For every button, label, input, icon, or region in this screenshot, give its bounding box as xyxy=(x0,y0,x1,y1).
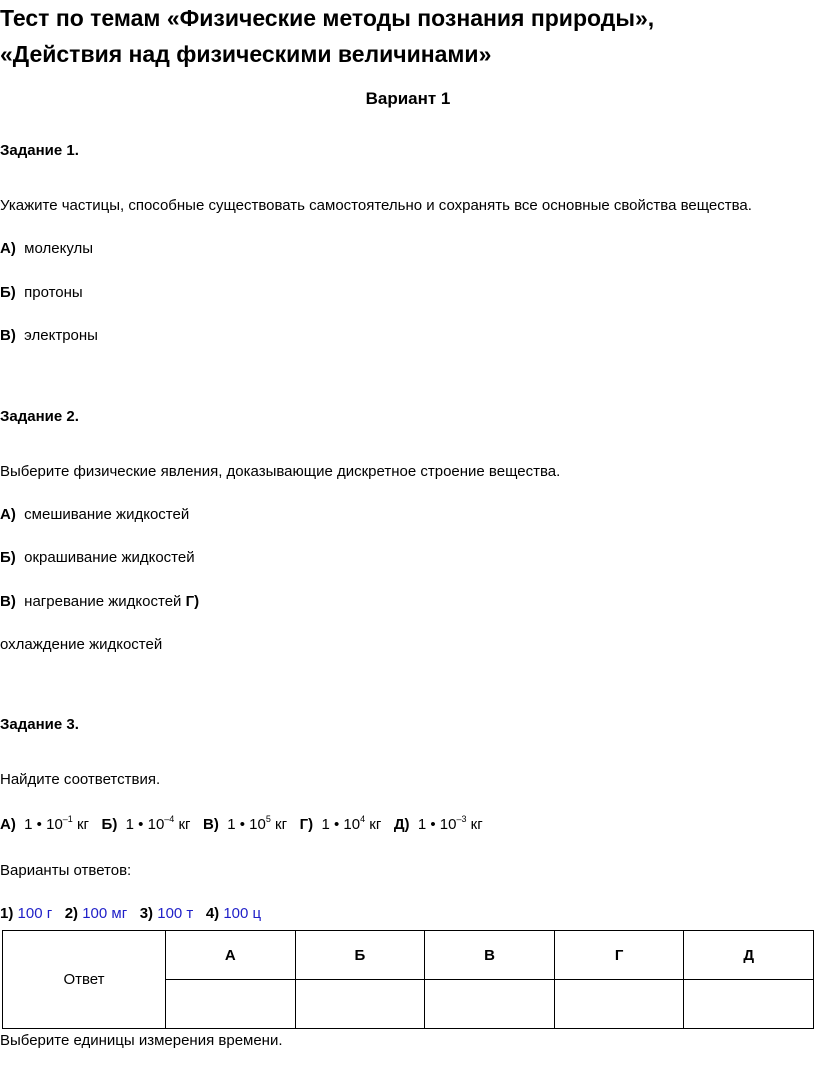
answer-header-e: Д xyxy=(684,931,814,980)
task-3-question: Найдите соответствия. xyxy=(0,771,161,788)
task-3-item-d: Г) 1 • $10^4$ кг xyxy=(299,814,382,833)
answer-header-c: В xyxy=(425,931,555,980)
title-line-2: «Действия над физическими величинами» xyxy=(0,41,492,67)
answer-row-label: Ответ xyxy=(3,931,166,1029)
task-1-label: Задание 1. xyxy=(0,142,79,159)
answer-header-b: Б xyxy=(295,931,425,980)
task-3-answer-1: 1) 100 г xyxy=(0,905,53,922)
task-2-option-a: А) смешивание жидкостей xyxy=(0,506,190,523)
variant-heading: Вариант 1 xyxy=(365,89,451,108)
task-2-option-d-text: охлаждение жидкостей xyxy=(0,636,163,653)
task-2-option-c: В) нагревание жидкостей Г) xyxy=(0,593,200,610)
task-3-items xyxy=(0,816,483,833)
task-3-answers-label: Варианты ответов: xyxy=(0,862,132,879)
task-2-question: Выберите физические явления, доказывающие дискретное строение вещества. xyxy=(0,463,561,480)
task-1-option-b: Б) протоны xyxy=(0,284,83,301)
answer-cell-a[interactable] xyxy=(166,980,296,1029)
task-3-answer-4: 4) 100 ц xyxy=(205,905,262,922)
task-3-item-b: Б) 1 • $10^{-4}$ кг xyxy=(101,814,191,833)
title-line-1: Тест по темам «Физические методы познания природы», xyxy=(0,5,655,31)
answer-cell-b[interactable] xyxy=(295,980,425,1029)
answer-cell-e[interactable] xyxy=(684,980,814,1029)
task-3-answers xyxy=(0,905,261,922)
task-3-label: Задание 3. xyxy=(0,716,79,733)
task-3-answer-2: 2) 100 мг xyxy=(64,905,128,922)
answer-cell-c[interactable] xyxy=(425,980,555,1029)
task-1-option-a: А) молекулы xyxy=(0,240,94,257)
task-3-item-e: Д) 1 • $10^{-3}$ кг xyxy=(393,814,483,833)
answer-header-d: Г xyxy=(554,931,684,980)
task-3-item-c: В) 1 • $10^5$ кг xyxy=(203,814,288,833)
task-3-item-a: А) 1 • $10^{-1}$ кг xyxy=(0,814,90,833)
next-question: Выберите единицы измерения времени. xyxy=(0,1032,283,1049)
task-1-question: Укажите частицы, способные существовать самостоятельно и сохранять все основные свойства вещества. xyxy=(0,197,752,214)
answer-header-a: А xyxy=(166,931,296,980)
task-1-option-c: В) электроны xyxy=(0,327,98,344)
task-2-label: Задание 2. xyxy=(0,408,79,425)
answer-cell-d[interactable] xyxy=(554,980,684,1029)
task-2-option-b: Б) окрашивание жидкостей xyxy=(0,549,195,566)
task-3-answer-3: 3) 100 т xyxy=(139,905,194,922)
answer-table xyxy=(2,930,814,1029)
